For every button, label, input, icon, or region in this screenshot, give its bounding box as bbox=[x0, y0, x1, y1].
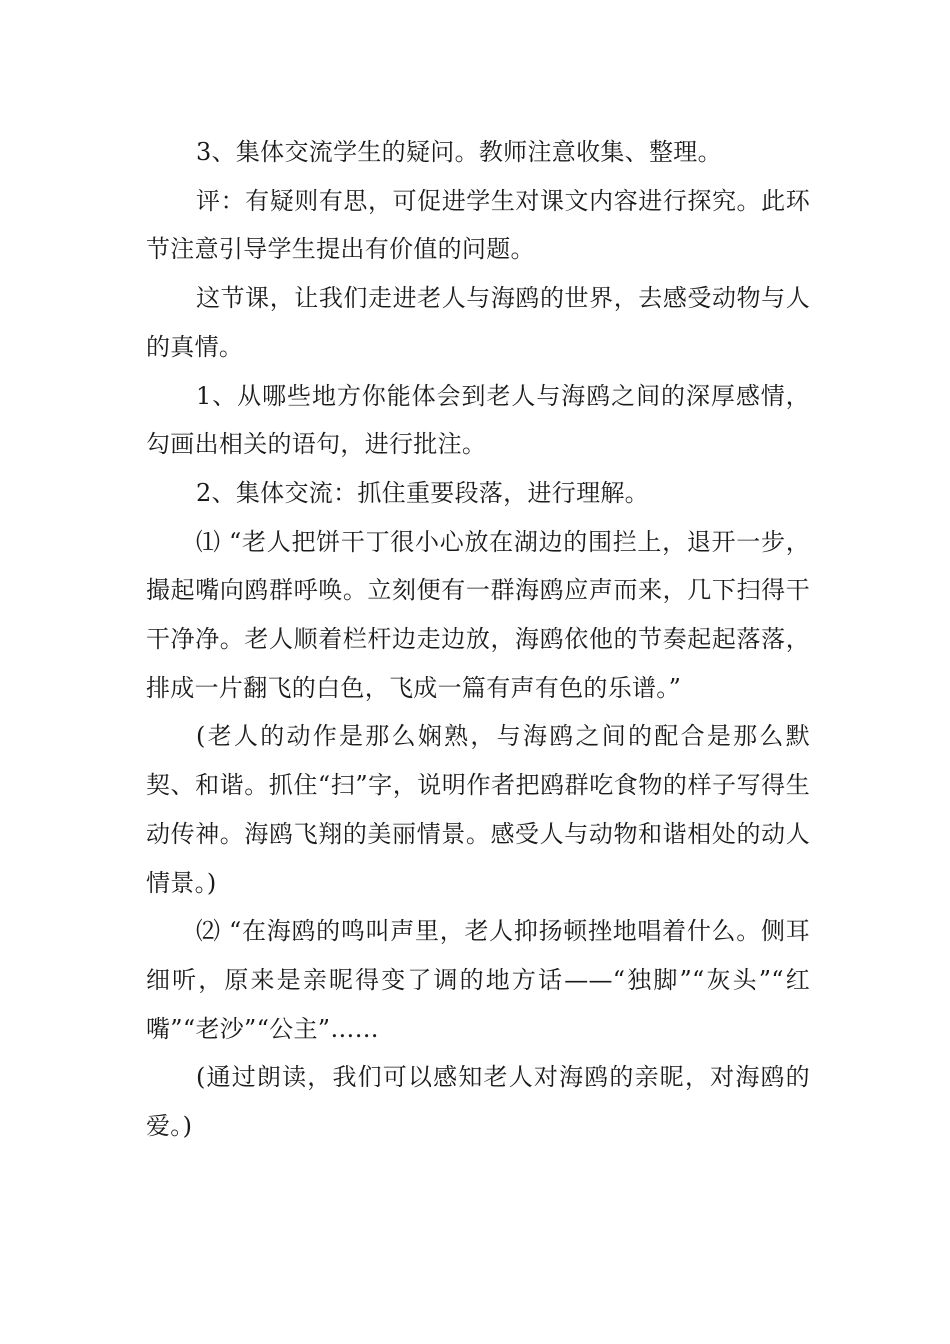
paragraph-7: (老人的动作是那么娴熟，与海鸥之间的配合是那么默契、和谐。抓住“扫”字，说明作者把鸥群吃食物的样子写得生动传神。海鸥飞翔的美丽情景。感受人与动物和谐相处的动人情景。) bbox=[146, 722, 810, 897]
paragraph-8: ⑵ “在海鸥的鸣叫声里，老人抑扬顿挫地唱着什么。侧耳细听，原来是亲昵得变了调的地方话——“独脚”“灰头”“红嘴”“老沙”“公主”…… bbox=[146, 917, 810, 1043]
paragraph-1: 3、集体交流学生的疑问。教师注意收集、整理。 bbox=[196, 138, 722, 166]
paragraph-6: ⑴ “老人把饼干丁很小心放在湖边的围拦上，退开一步，撮起嘴向鸥群呼唤。立刻便有一群海鸥应声而来，几下扫得干干净净。老人顺着栏杆边走边放，海鸥依他的节奏起起落落，排成一片翻飞的白色，飞成一篇有声有色的乐谱。” bbox=[146, 527, 810, 702]
paragraph-3: 这节课，让我们走进老人与海鸥的世界，去感受动物与人的真情。 bbox=[146, 284, 810, 361]
paragraph-9: (通过朗读，我们可以感知老人对海鸥的亲昵，对海鸥的爱。) bbox=[146, 1063, 810, 1141]
document-body bbox=[146, 128, 810, 1151]
paragraph-5: 2、集体交流：抓住重要段落，进行理解。 bbox=[196, 478, 649, 507]
paragraph-4: 1、从哪些地方你能体会到老人与海鸥之间的深厚感情，勾画出相关的语句，进行批注。 bbox=[146, 381, 810, 459]
paragraph-2: 评：有疑则有思，可促进学生对课文内容进行探究。此环节注意引导学生提出有价值的问题。 bbox=[146, 186, 810, 264]
